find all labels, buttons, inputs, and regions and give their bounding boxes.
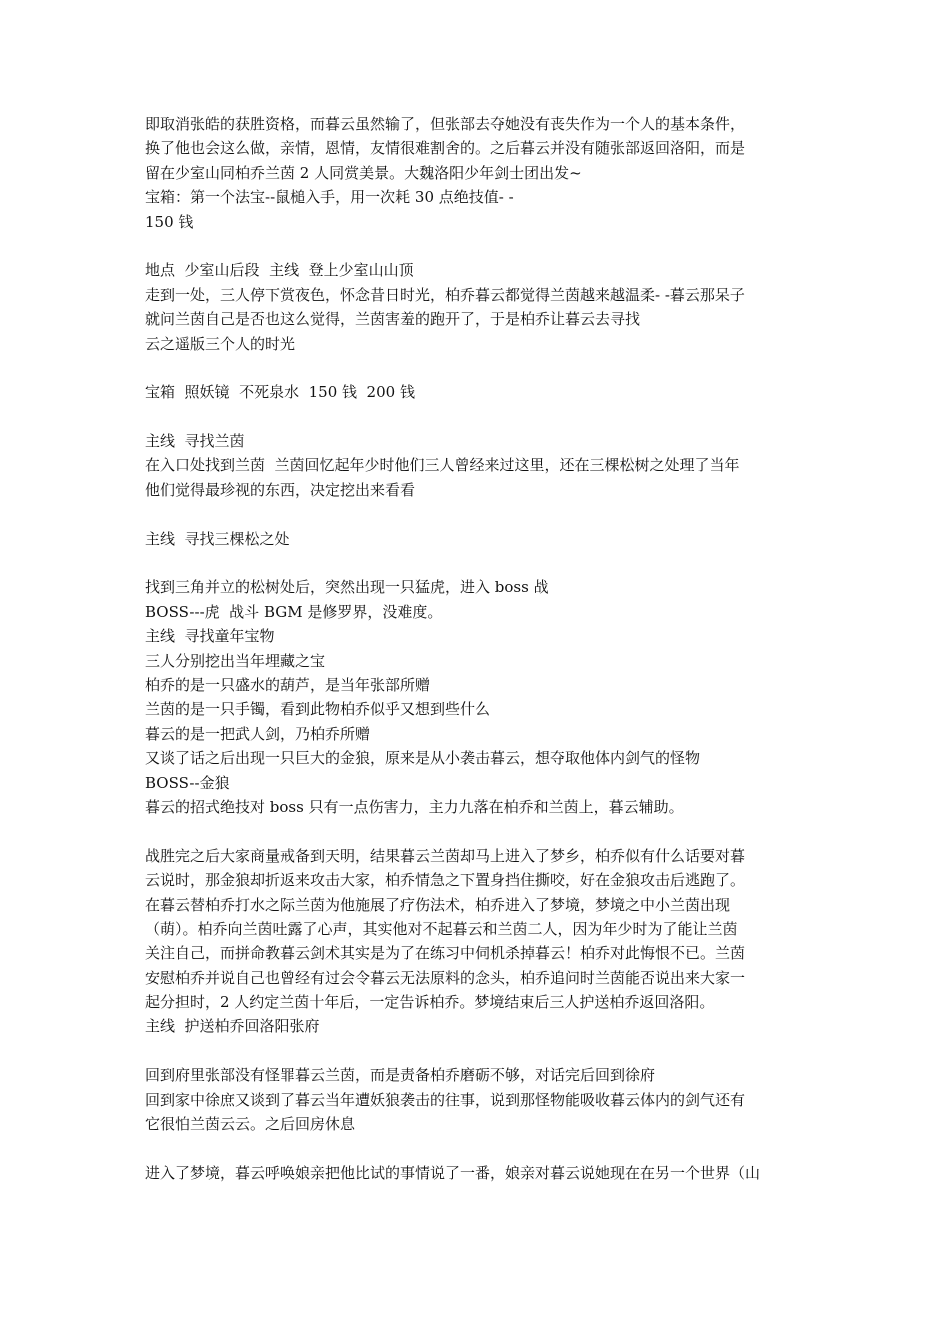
text-line: 走到一处，三人停下赏夜色，怀念昔日时光，柏乔暮云都觉得兰茵越来越温柔- -暮云那呆子 xyxy=(145,285,745,304)
text-line: 战胜完之后大家商量戒备到天明，结果暮云兰茵却马上进入了梦乡，柏乔似有什么话要对暮 xyxy=(145,846,746,865)
text-line: 他们觉得最珍视的东西，决定挖出来看看 xyxy=(145,480,416,499)
text-line: 云之遥版三个人的时光 xyxy=(145,334,296,353)
text-line: 换了他也会这么做，亲情，恩情，友情很难割舍的。之后暮云并没有随张部返回洛阳，而是 xyxy=(145,139,746,158)
text-line: 宝箱 照妖镜 不死泉水 150 钱 200 钱 xyxy=(145,383,415,402)
text-line: 主线 寻找童年宝物 xyxy=(145,627,275,646)
text-line: 安慰柏乔并说自己也曾经有过会令暮云无法原料的念头，柏乔追问时兰茵能否说出来大家一 xyxy=(145,968,746,987)
blank-line xyxy=(145,502,807,526)
text-line: 主线 护送柏乔回洛阳张府 xyxy=(145,1017,320,1036)
text-line: 找到三角并立的松树处后，突然出现一只猛虎，进入 boss 战 xyxy=(145,578,549,597)
text-line: 柏乔的是一只盛水的葫芦，是当年张部所赠 xyxy=(145,675,431,694)
text-line: 回到家中徐庶又谈到了暮云当年遭妖狼袭击的往事，说到那怪物能吸收暮云体内的剑气还有 xyxy=(145,1090,746,1109)
text-line: 回到府里张部没有怪罪暮云兰茵，而是责备柏乔磨砺不够，对话完后回到徐府 xyxy=(145,1066,656,1085)
blank-line xyxy=(145,405,807,429)
blank-line xyxy=(145,1039,807,1063)
text-line: 它很怕兰茵云云。之后回房休息 xyxy=(145,1115,356,1134)
text-line: 地点 少室山后段 主线 登上少室山山顶 xyxy=(145,261,414,280)
text-line: 云说时，那金狼却折返来攻击大家，柏乔情急之下置身挡住撕咬，好在金狼攻击后逃跑了。 xyxy=(145,871,746,890)
text-line: 暮云的招式绝技对 boss 只有一点伤害力，主力九落在柏乔和兰茵上，暮云辅助。 xyxy=(145,797,684,816)
text-line: 又谈了话之后出现一只巨大的金狼，原来是从小袭击暮云，想夺取他体内剑气的怪物 xyxy=(145,749,701,768)
text-line: BOSS--金狼 xyxy=(145,773,230,792)
text-line: 留在少室山同柏乔兰茵 2 人同赏美景。大魏洛阳少年剑士团出发~ xyxy=(145,163,582,182)
text-line: 即取消张皓的获胜资格，而暮云虽然输了，但张部去夺她没有丧失作为一个人的基本条件， xyxy=(145,115,746,133)
blank-line xyxy=(145,356,807,380)
text-line: 进入了梦境，暮云呼唤娘亲把他比试的事情说了一番，娘亲对暮云说她现在在另一个世界（山 xyxy=(145,1163,761,1182)
blank-line xyxy=(145,1136,807,1160)
text-line: 兰茵的是一只手镯，看到此物柏乔似乎又想到些什么 xyxy=(145,700,491,719)
text-line: （萌）。柏乔向兰茵吐露了心声，其实他对不起暮云和兰茵二人，因为年少时为了能让兰茵 xyxy=(145,919,738,938)
blank-line xyxy=(145,819,807,843)
text-line: 在暮云替柏乔打水之际兰茵为他施展了疗伤法术，柏乔进入了梦境，梦境之中小兰茵出现 xyxy=(145,895,731,914)
blank-line xyxy=(145,234,807,258)
text-line: BOSS---虎 战斗 BGM 是修罗界，没难度。 xyxy=(145,602,443,621)
text-line: 150 钱 xyxy=(145,212,194,231)
blank-line xyxy=(145,551,807,575)
text-line: 暮云的是一把武人剑，乃柏乔所赠 xyxy=(145,724,371,743)
text-line: 在入口处找到兰茵 兰茵回忆起年少时他们三人曾经来过这里，还在三棵松树之处理了当年 xyxy=(145,456,740,475)
text-line: 就问兰茵自己是否也这么觉得，兰茵害羞的跑开了，于是柏乔让暮云去寻找 xyxy=(145,310,641,329)
document-body xyxy=(145,112,807,1185)
text-line: 主线 寻找兰茵 xyxy=(145,432,245,451)
text-line: 宝箱：第一个法宝--鼠槌入手，用一次耗 30 点绝技值- - xyxy=(145,188,514,207)
text-line: 起分担时，2 人约定兰茵十年后，一定告诉柏乔。梦境结束后三人护送柏乔返回洛阳。 xyxy=(145,993,715,1012)
text-line: 主线 寻找三棵松之处 xyxy=(145,529,290,548)
text-line: 关注自己，而拼命教暮云剑术其实是为了在练习中伺机杀掉暮云！柏乔对此悔恨不已。兰茵 xyxy=(145,944,746,963)
text-line: 三人分别挖出当年埋藏之宝 xyxy=(145,651,326,670)
